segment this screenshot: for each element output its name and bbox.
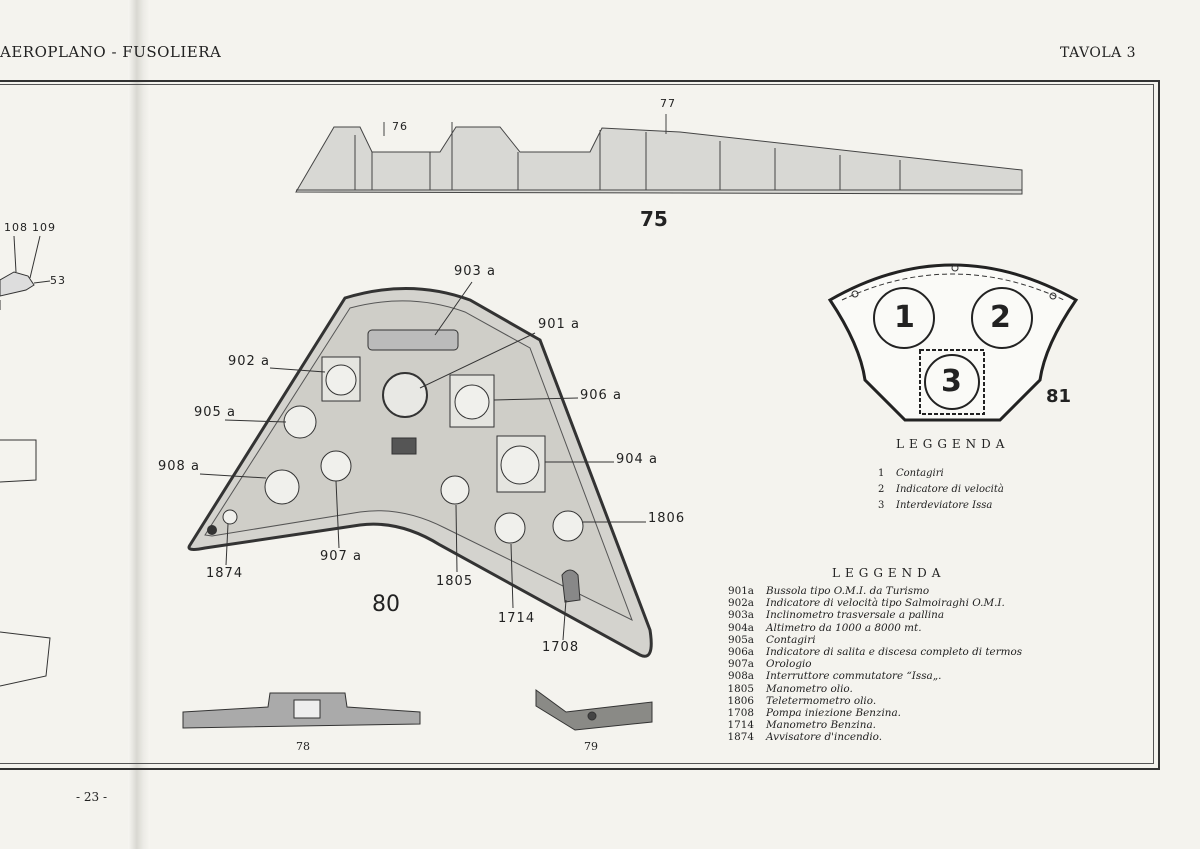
legend80-item: 904a Altimetro da 1000 a 8000 mt. <box>727 621 922 634</box>
callout-901a: 901 a <box>538 317 580 332</box>
fig75-label-77: 77 <box>660 97 676 110</box>
legend81-item: 2 Indicatore di velocità <box>878 484 1004 495</box>
fig79-drawing <box>536 690 652 730</box>
callout-904a: 904 a <box>616 452 658 467</box>
callout-1714: 1714 <box>498 611 536 626</box>
legend80-item: 902a Indicatore di velocità tipo Salmoiraghi O.M.I. <box>727 597 1005 610</box>
callout-1708: 1708 <box>542 640 580 655</box>
legend80-item: 907a Orologio <box>727 658 812 671</box>
legend80-item: 1805 Manometro olio. <box>727 682 853 695</box>
fig81-dial-2: 2 <box>990 300 1011 335</box>
fig81-dial-1: 1 <box>894 300 915 335</box>
left-fragment-drawing <box>0 236 50 686</box>
fig81-number: 81 <box>1046 386 1072 407</box>
legend81-list <box>878 466 1004 514</box>
callout-902a: 902 a <box>228 354 270 369</box>
fig75-label-76: 76 <box>392 120 408 133</box>
callout-908a: 908 a <box>158 459 200 474</box>
legend80-item: 901a Bussola tipo O.M.I. da Turismo <box>727 585 930 597</box>
callout-905a: 905 a <box>194 405 236 420</box>
legend80-item: 908a Interruttore commutatore “Issa„. <box>727 670 942 683</box>
fig80-drawing <box>189 282 651 656</box>
legend81-title: LEGGENDA <box>896 437 1010 451</box>
legend80-item: 1806 Teletermometro olio. <box>727 694 877 707</box>
left-label-108: 108 <box>4 221 28 234</box>
callout-1805: 1805 <box>436 574 474 589</box>
callout-1874: 1874 <box>206 566 244 581</box>
fig81-dial-3: 3 <box>941 364 962 399</box>
callout-1806: 1806 <box>648 511 686 526</box>
legend80-item: 1708 Pompa iniezione Benzina. <box>727 707 901 720</box>
page-number: - 23 - <box>76 790 108 804</box>
fig75-number: 75 <box>640 207 668 231</box>
legend80-item: 1874 Avvisatore d'incendio. <box>727 731 883 744</box>
legend80-item: 905a Contagiri <box>727 633 816 646</box>
callout-906a: 906 a <box>580 388 622 403</box>
fig78-drawing <box>183 693 420 728</box>
callout-903a: 903 a <box>454 264 496 279</box>
legend80-title: LEGGENDA <box>832 566 946 580</box>
callout-907a: 907 a <box>320 549 362 564</box>
legend80-item: 903a Inclinometro trasversale a pallina <box>727 609 945 622</box>
legend80-item: 1714 Manometro Benzina. <box>727 719 876 732</box>
legend80-item: 906a Indicatore di salita e discesa completo di termos <box>727 646 1023 659</box>
fig79-number: 79 <box>584 740 598 753</box>
left-label-53: 53 <box>50 274 66 287</box>
left-label-109: 109 <box>32 221 56 234</box>
fig78-number: 78 <box>296 740 310 753</box>
legend81-item: 3 Interdeviatore Issa <box>878 500 993 511</box>
header-left-title: AEROPLANO - FUSOLIERA <box>0 43 222 61</box>
fig80-number: 80 <box>372 592 400 617</box>
legend81-item: 1 Contagiri <box>878 468 944 479</box>
legend80-list <box>712 585 1022 744</box>
header-right-title: TAVOLA 3 <box>1060 45 1137 61</box>
